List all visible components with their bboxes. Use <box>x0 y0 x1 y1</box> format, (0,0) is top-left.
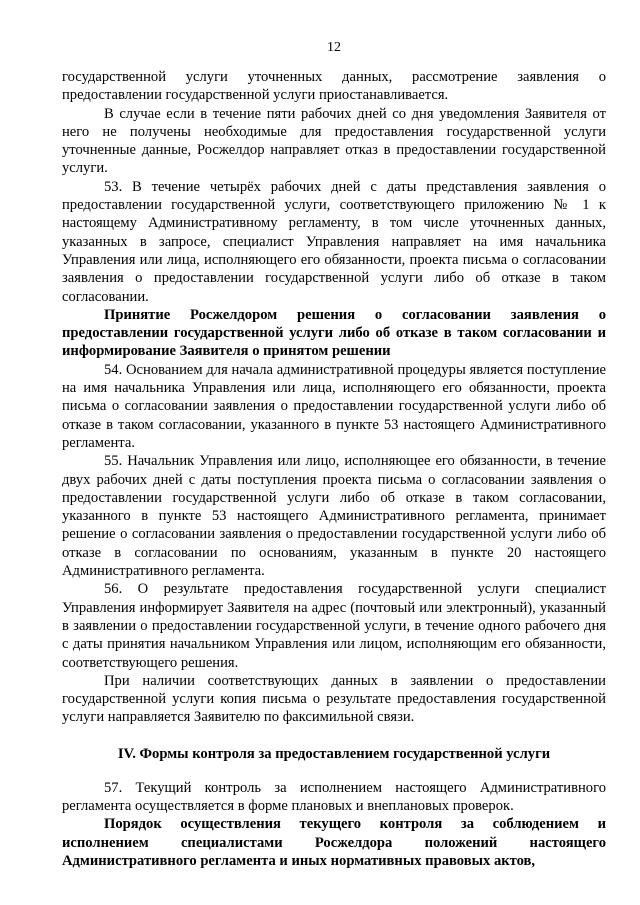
body-after-section <box>62 779 606 870</box>
paragraph-continuation: государственной услуги уточненных данных, рассмотрение заявления о предоставлении государственной услуги приостанавливается. <box>62 69 606 104</box>
paragraph-56: 56. О результате предоставления государственной услуги специалист Управления информирует Заявителя на адрес (почтовый или электронный), указанный в заявлении о предоставлении государственной услуги, в течение одного рабочего дня с даты принятия начальником Управления или лицом, исполняющим его обязанности, соответствующего решения. <box>62 581 606 671</box>
paragraph-55: 55. Начальник Управления или лицо, исполняющее его обязанности, в течение двух рабочих дней с даты поступления проекта письма о согласовании заявления о предоставлении государственной услуги либо об отказе в таком согласовании, указанного в пункте 53 настоящего Административного регламента, принимает решение о согласовании заявления о предоставлении государственной услуги либо об отказе в согласовании по основаниям, указанным в пункте 20 настоящего Административного регламента. <box>62 453 606 580</box>
subheading-control-procedure: Порядок осуществления текущего контроля за соблюдением и исполнением специалистами Росжелдора положений настоящего Административного регламента и иных нормативных правовых актов, <box>62 816 606 869</box>
section-heading: IV. Формы контроля за предоставлением государственной услуги <box>117 745 551 762</box>
body-before-section <box>62 68 606 727</box>
page-number: 12 <box>327 40 341 55</box>
paragraph-54: 54. Основанием для начала административной процедуры является поступление на имя начальника Управления или лица, исполняющего его обязанности, проекта письма о согласовании заявления о предоставлении государственной услуги либо об отказе в таком согласовании, указанного в пункте 53 настоящего Административного регламента. <box>62 361 606 451</box>
paragraph-refusal: В случае если в течение пяти рабочих дней со дня уведомления Заявителя от него не получены необходимые для предоставления государственной услуги уточненные данные, Росжелдор направляет отказ в предоставлении государственной услуги. <box>62 105 606 177</box>
paragraph-fax: При наличии соответствующих данных в заявлении о предоставлении государственной услуги копия письма о результате предоставления государственной услуги направляется Заявителю по факсимильной связи. <box>62 672 606 726</box>
paragraph-57: 57. Текущий контроль за исполнением настоящего Административного регламента осуществляется в форме плановых и внеплановых проверок. <box>62 779 606 814</box>
paragraph-53: 53. В течение четырёх рабочих дней с даты представления заявления о предоставлении государственной услуги, соответствующего приложению № 1 к настоящему Административному регламенту, в том числе уточненных данных, указанных в запросе, специалист Управления направляет на имя начальника Управления или лица, исполняющего его обязанности, проекта письма о согласовании заявления о предоставлении государственной услуги либо об отказе в таком согласовании. <box>62 178 606 305</box>
subheading-decision: Принятие Росжелдором решения о согласовании заявления о предоставлении государственной услуги либо об отказе в таком согласовании и информирование Заявителя о принятом решении <box>62 306 606 360</box>
